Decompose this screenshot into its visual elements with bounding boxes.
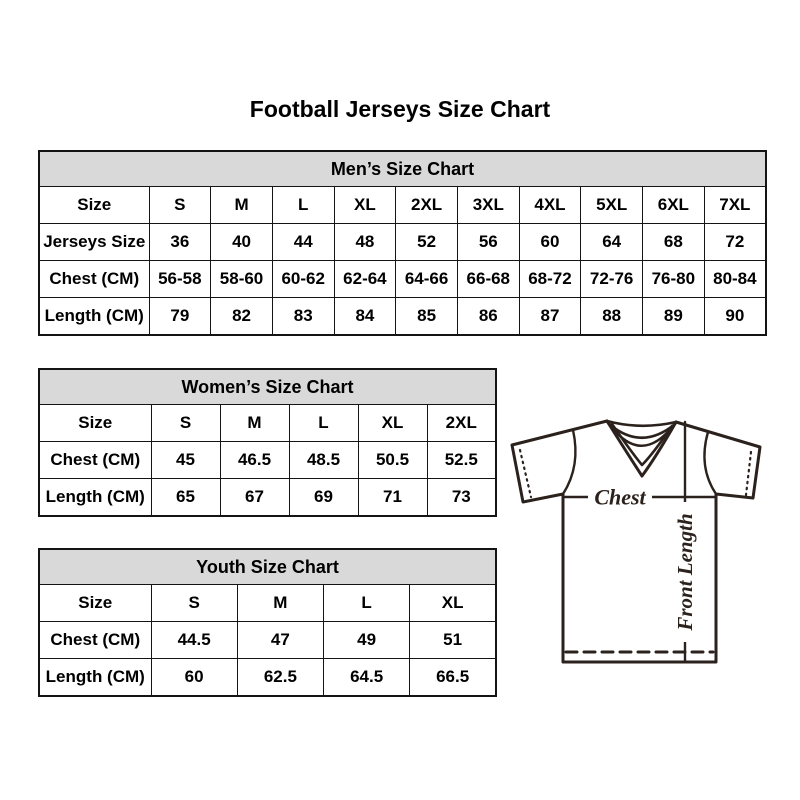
table-row bbox=[39, 187, 766, 224]
size-value: 52 bbox=[396, 224, 458, 261]
size-column-header: 3XL bbox=[457, 187, 519, 224]
table-row bbox=[39, 585, 496, 622]
table-row bbox=[39, 479, 496, 517]
size-column-header: S bbox=[151, 585, 237, 622]
size-value: 66.5 bbox=[410, 659, 496, 697]
table-caption-row bbox=[39, 369, 496, 405]
size-column-header: XL bbox=[410, 585, 496, 622]
right-cuff-dotted-line bbox=[746, 452, 751, 495]
size-column-header: L bbox=[324, 585, 410, 622]
youth-size-table bbox=[38, 548, 497, 697]
size-value: 48.5 bbox=[289, 442, 358, 479]
size-value: 60 bbox=[151, 659, 237, 697]
table-row bbox=[39, 405, 496, 442]
size-value: 56 bbox=[457, 224, 519, 261]
right-shoulder-seam bbox=[704, 432, 716, 494]
size-value: 87 bbox=[519, 298, 581, 336]
table-caption-row bbox=[39, 151, 766, 187]
size-row-label: Size bbox=[39, 405, 151, 442]
size-value: 50.5 bbox=[358, 442, 427, 479]
size-value: 72 bbox=[704, 224, 766, 261]
size-value: 86 bbox=[457, 298, 519, 336]
size-value: 68 bbox=[643, 224, 705, 261]
size-value: 68-72 bbox=[519, 261, 581, 298]
size-row-label: Size bbox=[39, 585, 151, 622]
size-value: 67 bbox=[220, 479, 289, 517]
size-column-header: M bbox=[237, 585, 323, 622]
size-value: 82 bbox=[211, 298, 273, 336]
jersey-measurement-diagram bbox=[495, 390, 800, 710]
womens-size-table bbox=[38, 368, 497, 517]
size-value: 65 bbox=[151, 479, 220, 517]
size-value: 80-84 bbox=[704, 261, 766, 298]
size-value: 66-68 bbox=[457, 261, 519, 298]
size-value: 90 bbox=[704, 298, 766, 336]
size-value: 60 bbox=[519, 224, 581, 261]
measure-row-label: Length (CM) bbox=[39, 479, 151, 517]
table-row bbox=[39, 261, 766, 298]
size-value: 44 bbox=[272, 224, 334, 261]
measure-row-label: Length (CM) bbox=[39, 298, 149, 336]
page-title: Football Jerseys Size Chart bbox=[249, 96, 551, 122]
size-row-label: Size bbox=[39, 187, 149, 224]
size-value: 69 bbox=[289, 479, 358, 517]
size-value: 73 bbox=[427, 479, 496, 517]
front-length-label: Front Length bbox=[673, 513, 697, 631]
size-column-header: 2XL bbox=[427, 405, 496, 442]
size-column-header: M bbox=[220, 405, 289, 442]
chest-label: Chest bbox=[594, 484, 646, 510]
size-column-header: XL bbox=[334, 187, 396, 224]
table-caption-row bbox=[39, 549, 496, 585]
measure-row-label: Length (CM) bbox=[39, 659, 151, 697]
size-column-header: 5XL bbox=[581, 187, 643, 224]
size-column-header: L bbox=[289, 405, 358, 442]
size-value: 79 bbox=[149, 298, 211, 336]
size-value: 40 bbox=[211, 224, 273, 261]
size-value: 84 bbox=[334, 298, 396, 336]
size-column-header: S bbox=[149, 187, 211, 224]
size-value: 51 bbox=[410, 622, 496, 659]
size-value: 45 bbox=[151, 442, 220, 479]
size-value: 64.5 bbox=[324, 659, 410, 697]
size-value: 62-64 bbox=[334, 261, 396, 298]
table-title: Youth Size Chart bbox=[39, 549, 496, 585]
size-value: 72-76 bbox=[581, 261, 643, 298]
size-value: 60-62 bbox=[272, 261, 334, 298]
size-value: 56-58 bbox=[149, 261, 211, 298]
size-column-header: S bbox=[151, 405, 220, 442]
size-value: 58-60 bbox=[211, 261, 273, 298]
size-value: 49 bbox=[324, 622, 410, 659]
table-row bbox=[39, 659, 496, 697]
size-column-header: M bbox=[211, 187, 273, 224]
size-column-header: 7XL bbox=[704, 187, 766, 224]
table-row bbox=[39, 224, 766, 261]
size-value: 64-66 bbox=[396, 261, 458, 298]
table-title: Men’s Size Chart bbox=[39, 151, 766, 187]
table-title: Women’s Size Chart bbox=[39, 369, 496, 405]
size-value: 76-80 bbox=[643, 261, 705, 298]
mens-size-table bbox=[38, 150, 767, 336]
table-row bbox=[39, 298, 766, 336]
size-value: 62.5 bbox=[237, 659, 323, 697]
measure-row-label: Chest (CM) bbox=[39, 442, 151, 479]
table-row bbox=[39, 442, 496, 479]
size-value: 44.5 bbox=[151, 622, 237, 659]
size-column-header: 2XL bbox=[396, 187, 458, 224]
size-value: 48 bbox=[334, 224, 396, 261]
table-row bbox=[39, 622, 496, 659]
size-value: 52.5 bbox=[427, 442, 496, 479]
measure-row-label: Chest (CM) bbox=[39, 622, 151, 659]
size-value: 71 bbox=[358, 479, 427, 517]
measure-row-label: Chest (CM) bbox=[39, 261, 149, 298]
size-column-header: 6XL bbox=[643, 187, 705, 224]
size-column-header: XL bbox=[358, 405, 427, 442]
size-value: 85 bbox=[396, 298, 458, 336]
left-shoulder-seam bbox=[563, 430, 575, 494]
size-column-header: 4XL bbox=[519, 187, 581, 224]
size-value: 64 bbox=[581, 224, 643, 261]
size-value: 46.5 bbox=[220, 442, 289, 479]
size-value: 47 bbox=[237, 622, 323, 659]
size-value: 36 bbox=[149, 224, 211, 261]
measure-row-label: Jerseys Size bbox=[39, 224, 149, 261]
size-value: 89 bbox=[643, 298, 705, 336]
collar-top-line bbox=[607, 421, 676, 426]
size-value: 88 bbox=[581, 298, 643, 336]
size-column-header: L bbox=[272, 187, 334, 224]
size-value: 83 bbox=[272, 298, 334, 336]
